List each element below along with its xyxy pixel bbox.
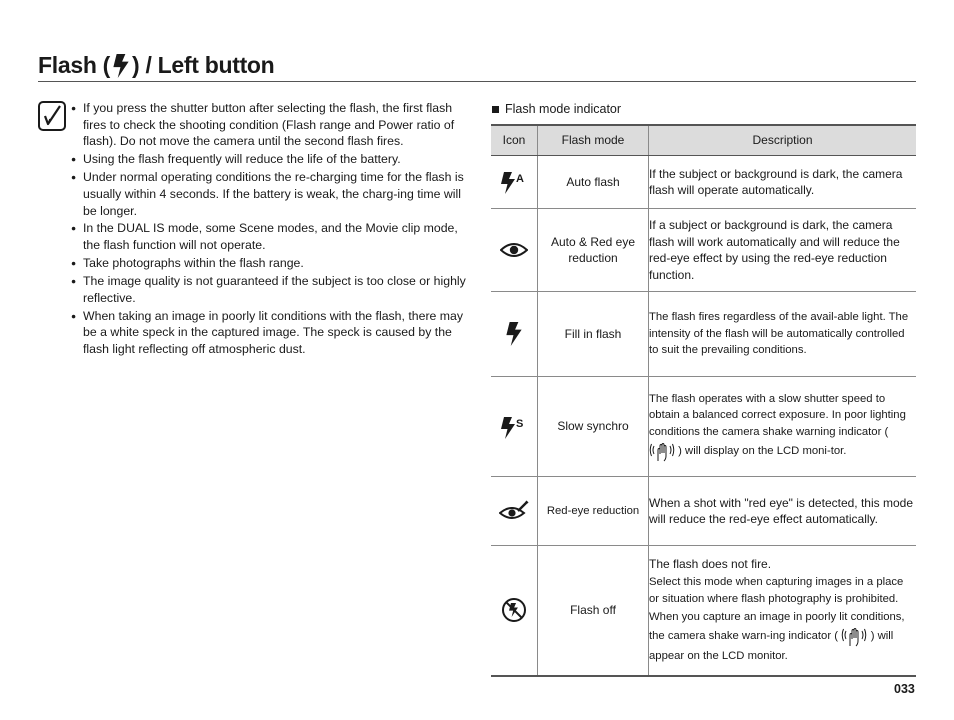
square-bullet-icon xyxy=(492,106,499,113)
notes-list xyxy=(70,100,470,359)
red-eye-fix-icon xyxy=(499,500,529,522)
note-pencil-icon xyxy=(38,101,66,131)
flash-off-icon xyxy=(501,597,527,623)
red-eye-eye-icon xyxy=(500,241,528,259)
mode-description xyxy=(649,546,917,676)
column-header-description: Description xyxy=(649,125,917,156)
column-header-mode: Flash mode xyxy=(538,125,649,156)
table-row xyxy=(491,546,916,676)
title-divider xyxy=(38,81,916,82)
table-row xyxy=(491,377,916,477)
mode-description xyxy=(649,377,917,477)
camera-shake-warning-icon xyxy=(649,440,675,462)
note-item: ● In the DUAL IS mode, some Scene modes, and the Movie clip mode, the flash function will not operate. xyxy=(70,220,470,253)
table-row xyxy=(491,292,916,377)
note-item: ● Using the flash frequently will reduce the life of the battery. xyxy=(70,151,470,168)
note-item: ● Under normal operating conditions the re-charging time for the flash is usually within 4 seconds. If the battery is weak, the charg-ing time will be longer. xyxy=(70,169,470,219)
camera-shake-warning-icon xyxy=(841,625,867,647)
mode-name: Slow synchro xyxy=(538,377,649,477)
indicator-label: Flash mode indicator xyxy=(505,102,622,116)
mode-name: Fill in flash xyxy=(538,292,649,377)
table-row xyxy=(491,209,916,292)
note-item: ● The image quality is not guaranteed if the subject is too close or highly reflective. xyxy=(70,273,470,306)
auto-flash-icon xyxy=(501,170,527,194)
table-header-row xyxy=(491,125,916,156)
mode-name: Flash off xyxy=(538,546,649,676)
flash-icon xyxy=(113,54,129,78)
svg-text:S: S xyxy=(516,417,524,430)
table-row xyxy=(491,477,916,546)
note-item: ● Take photographs within the flash range. xyxy=(70,255,470,272)
indicator-heading xyxy=(492,102,621,116)
description-text: ) will display on the LCD moni-tor. xyxy=(678,445,847,458)
svg-text:A: A xyxy=(516,173,524,185)
mode-description: The flash fires regardless of the avail-able light. The intensity of the flash will be automatically controlled to suit the prevailing conditions. xyxy=(649,292,917,377)
mode-description: If the subject or background is dark, the camera flash will operate automatically. xyxy=(649,156,917,209)
page-number: 033 xyxy=(894,682,915,696)
note-item: ● When taking an image in poorly lit conditions with the flash, there may be a white speck in the captured image. The speck is caused by the flash light reflecting off atmospheric dust. xyxy=(70,308,470,358)
mode-description: If a subject or background is dark, the camera flash will work automatically and will reduce the red-eye effect by using the red-eye reduction function. xyxy=(649,209,917,292)
flash-mode-table xyxy=(491,124,916,677)
title-suffix: ) / Left button xyxy=(132,52,275,78)
column-header-icon: Icon xyxy=(491,125,538,156)
page-title xyxy=(38,52,274,79)
description-text: ) will appear on the LCD monitor. xyxy=(649,630,894,662)
title-prefix: Flash ( xyxy=(38,52,111,78)
note-item: ● If you press the shutter button after selecting the flash, the first flash fires to check the shooting condition (Flash range and Power ratio of flash). Do not move the camera until the second flash fires. xyxy=(70,100,470,150)
mode-name: Red-eye reduction xyxy=(538,477,649,546)
fill-flash-icon xyxy=(506,322,522,346)
description-text: Select this mode when capturing images in a place or situation where flash photography is prohibited. When you capture an image in poorly lit conditions, the camera shake warn-ing indicator ( xyxy=(649,575,905,643)
description-text: The flash operates with a slow shutter speed to obtain a balanced correct exposure. In poor lighting conditions the camera shake warning indicator ( xyxy=(649,392,906,438)
description-line: The flash does not fire. xyxy=(649,557,772,571)
mode-name: Auto & Red eye reduction xyxy=(538,209,649,292)
slow-synchro-icon xyxy=(501,415,527,439)
table-row xyxy=(491,156,916,209)
mode-description: When a shot with "red eye" is detected, this mode will reduce the red-eye effect automatically. xyxy=(649,477,917,546)
mode-name: Auto flash xyxy=(538,156,649,209)
